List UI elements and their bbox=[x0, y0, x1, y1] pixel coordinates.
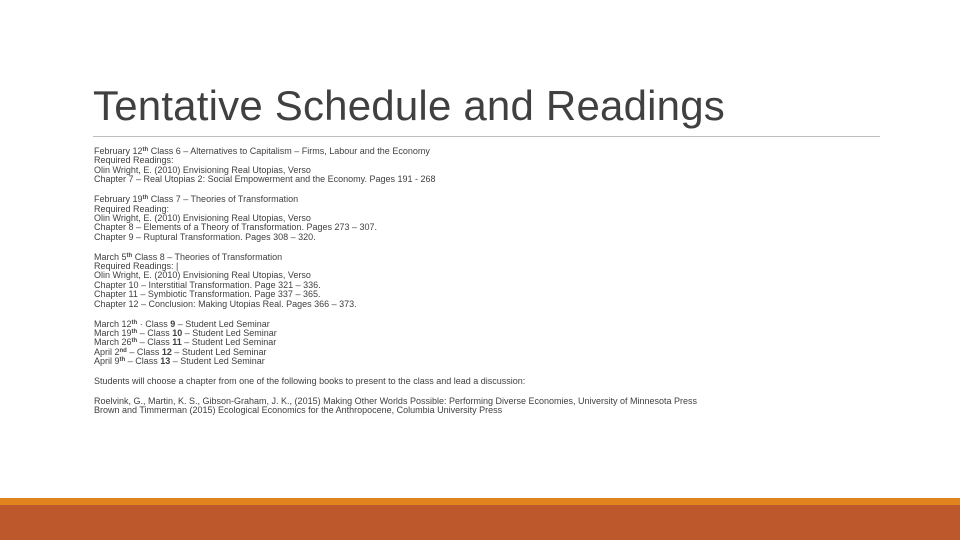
date-suffix: th bbox=[131, 319, 138, 326]
reading-line: Olin Wright, E. (2010) Envisioning Real Utopias, Verso bbox=[94, 212, 311, 223]
seminar-date: March 19 bbox=[94, 328, 132, 338]
date-suffix: th bbox=[119, 357, 126, 364]
seminar-label: – Student Led Seminar bbox=[170, 356, 265, 367]
reference-item: Roelvink, G., Martin, K. S., Gibson-Graham, J. K., (2015) Making Other Worlds Possible: Performing Diverse Economies, University of Minnesota Press bbox=[94, 396, 698, 407]
session-heading bbox=[94, 195, 884, 204]
reference-item: Brown and Timmerman (2015) Ecological Economics for the Anthropocene, Columbia University Press bbox=[94, 405, 503, 416]
seminar-separator: · Class bbox=[137, 318, 171, 329]
footer-bar bbox=[0, 505, 960, 540]
seminar-date: April 9 bbox=[94, 356, 120, 367]
schedule-block-feb-12 bbox=[94, 147, 884, 185]
session-heading bbox=[94, 253, 884, 262]
reading-line: Chapter 11 – Symbiotic Transformation. Page 337 – 365. bbox=[94, 289, 321, 300]
title-divider bbox=[93, 136, 880, 137]
date-suffix: th bbox=[131, 329, 138, 335]
date-suffix: th bbox=[126, 252, 133, 259]
date-suffix: th bbox=[131, 338, 138, 345]
session-title: Class 6 – Alternatives to Capitalism – Firms, Labour and the Economy bbox=[148, 146, 430, 156]
instruction-block bbox=[94, 377, 884, 386]
seminar-separator: – Class bbox=[126, 346, 162, 357]
schedule-block-feb-19 bbox=[94, 195, 884, 242]
seminar-separator: – Class bbox=[137, 328, 173, 338]
session-title: Class 8 – Theories of Transformation bbox=[132, 251, 283, 262]
seminar-date: March 26 bbox=[94, 337, 132, 348]
date-suffix: th bbox=[142, 147, 149, 153]
class-number: 12 bbox=[161, 346, 172, 357]
reading-line: Required Reading: bbox=[94, 203, 170, 214]
reading-line: Chapter 9 – Ruptural Transformation. Pages 308 – 320. bbox=[94, 231, 316, 242]
reading-line: Chapter 12 – Conclusion: Making Utopias Real. Pages 366 – 373. bbox=[94, 298, 357, 309]
slide-title: Tentative Schedule and Readings bbox=[93, 82, 725, 129]
class-number: 10 bbox=[172, 328, 183, 338]
seminar-date: April 2 bbox=[94, 346, 120, 357]
reading-line: Chapter 7 – Real Utopias 2: Social Empowerment and the Economy. Pages 191 - 268 bbox=[94, 174, 436, 185]
reading-line: Olin Wright, E. (2010) Envisioning Real Utopias, Verso bbox=[94, 270, 311, 281]
seminar-separator: – Class bbox=[137, 337, 173, 348]
class-number: 11 bbox=[172, 337, 182, 348]
reading-line: Required Readings: | bbox=[94, 261, 179, 272]
reading-line: Olin Wright, E. (2010) Envisioning Real Utopias, Verso bbox=[94, 164, 311, 175]
seminar-label: – Student Led Seminar bbox=[182, 328, 277, 338]
reading-line: Required Readings: bbox=[94, 155, 174, 166]
slide-body bbox=[94, 147, 884, 426]
class-number: 9 bbox=[170, 318, 176, 329]
footer-accent-stripe bbox=[0, 498, 960, 505]
seminar-label: – Student Led Seminar bbox=[175, 318, 270, 329]
reference-list bbox=[94, 397, 884, 416]
seminar-item bbox=[94, 357, 884, 366]
session-date: February 19 bbox=[94, 194, 143, 205]
seminar-date: March 12 bbox=[94, 318, 132, 329]
seminar-list bbox=[94, 320, 884, 367]
reading-line: Chapter 10 – Interstitial Transformation. Page 321 – 336. bbox=[94, 279, 321, 290]
class-number: 13 bbox=[160, 356, 171, 367]
session-date: March 5 bbox=[94, 251, 127, 262]
instruction-text: Students will choose a chapter from one of the following books to present to the class and lead a discussion: bbox=[94, 376, 526, 387]
date-suffix: nd bbox=[119, 347, 127, 354]
reading-line: Chapter 8 – Elements of a Theory of Transformation. Pages 273 – 307. bbox=[94, 222, 377, 233]
seminar-separator: – Class bbox=[125, 356, 161, 367]
date-suffix: th bbox=[142, 195, 149, 202]
session-title: Class 7 – Theories of Transformation bbox=[148, 194, 299, 205]
schedule-block-mar-5 bbox=[94, 253, 884, 309]
session-date: February 12 bbox=[94, 146, 143, 156]
session-heading bbox=[94, 147, 884, 156]
seminar-label: – Student Led Seminar bbox=[171, 346, 267, 357]
seminar-label: – Student Led Seminar bbox=[181, 337, 277, 348]
